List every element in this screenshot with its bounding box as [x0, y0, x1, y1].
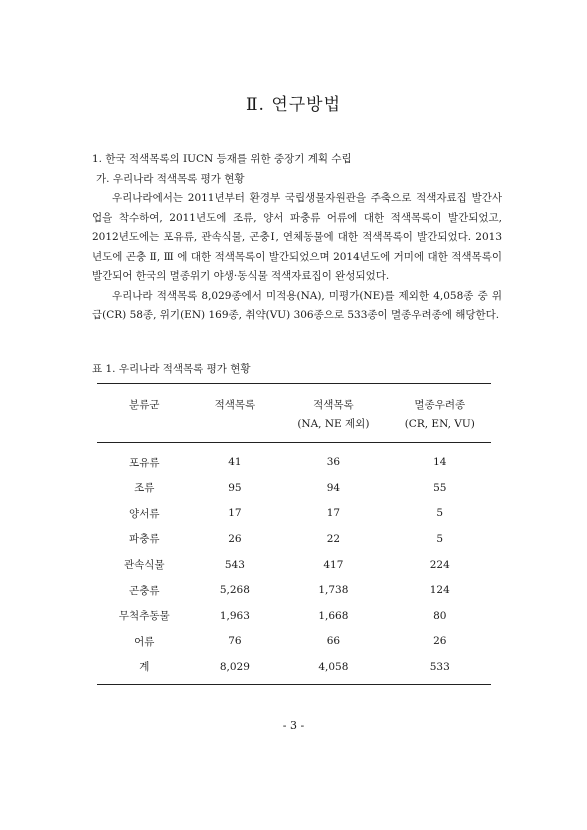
table-row [97, 443, 491, 476]
table-row [97, 577, 491, 603]
cell-threatened: 80 [433, 609, 447, 622]
cell-group: 조류 [134, 482, 155, 495]
cell-excl: 22 [326, 532, 341, 545]
header-threatened-line1: 멸종우려종 [414, 399, 466, 411]
cell-group: 포유류 [129, 456, 160, 469]
cell-threatened: 224 [429, 558, 450, 571]
table-row [97, 526, 491, 552]
header-redlist-label: 적색목록 [214, 399, 256, 411]
cell-group: 계 [97, 654, 192, 684]
table-header [97, 384, 491, 443]
table-row [97, 552, 491, 578]
section-body [92, 150, 502, 326]
cell-group: 파충류 [129, 533, 160, 546]
table-header-row [97, 384, 491, 443]
cell-group: 무척추동물 [118, 610, 170, 623]
page-number: - 3 - [282, 719, 305, 732]
table-row [97, 603, 491, 629]
header-group-label: 분류군 [129, 399, 160, 411]
cell-group: 양서류 [129, 507, 160, 520]
cell-group: 곤충류 [129, 584, 160, 597]
cell-redlist: 41 [228, 456, 242, 468]
header-redlist [192, 384, 279, 443]
body-paragraph-2: 우리나라 적색목록 8,029종에서 미적용(NA), 미평가(NE)를 제외한 4,058종 중 위급(CR) 58종, 위기(EN) 169종, 취약(VU) 306종으로 533종이 멸종우려종에 해당한다. [92, 289, 502, 321]
subsection-heading: 가. 우리나라 적색목록 평가 현황 [96, 172, 245, 185]
cell-redlist: 17 [228, 507, 242, 520]
table-caption: 표 1. 우리나라 적색목록 평가 현황 [92, 363, 251, 375]
section-heading: 1. 한국 적색목록의 IUCN 등재를 위한 중장기 계획 수립 [92, 153, 352, 165]
cell-redlist: 76 [228, 635, 242, 648]
table-row [97, 629, 491, 655]
header-threatened-line2: (CR, EN, VU) [404, 418, 475, 430]
cell-redlist: 5,268 [219, 584, 250, 597]
cell-threatened: 5 [436, 532, 444, 545]
redlist-table [97, 383, 491, 685]
cell-redlist: 543 [224, 558, 245, 571]
cell-redlist: 1,963 [219, 609, 250, 622]
cell-excl: 1,738 [318, 584, 349, 597]
table-row [97, 501, 491, 527]
cell-threatened: 55 [433, 481, 447, 494]
cell-excl: 4,058 [278, 654, 388, 684]
cell-group: 관속식물 [123, 559, 165, 572]
header-excl-line1: 적색목록 [313, 399, 354, 411]
table-row-total [97, 654, 491, 684]
header-group [97, 384, 192, 443]
body-paragraph-1: 우리나라에서는 2011년부터 환경부 국립생물자원관을 주축으로 적색자료집 발간사업을 착수하여, 2011년도에 조류, 양서 파충류 어류에 대한 적색목록이 발간되었고, 2012년도에는 포유류, 관속식물, 곤충Ⅰ, 연체동물에 대한 적색목록이 발간되었다. 2013년도에 곤충 Ⅱ, Ⅲ 에 대한 적색목록이 발간되었으며 2014년도에 거미에 대한 적색목록이 발간되어 한국의 멸종위기 야생·동식물 적색자료집이 완성되었다. [92, 192, 502, 282]
header-excl-line2: (NA, NE 제외) [297, 418, 370, 430]
cell-group: 어류 [134, 635, 155, 648]
cell-redlist: 95 [228, 481, 242, 494]
chapter-title: Ⅱ. 연구방법 [245, 95, 342, 115]
cell-excl: 94 [326, 481, 341, 494]
cell-excl: 36 [326, 456, 341, 468]
cell-threatened: 124 [429, 584, 450, 597]
cell-excl: 1,668 [318, 609, 349, 622]
cell-redlist: 8,029 [192, 654, 279, 684]
table-row [97, 475, 491, 501]
cell-excl: 417 [323, 558, 344, 571]
cell-threatened: 14 [433, 456, 447, 468]
cell-redlist: 26 [228, 532, 242, 545]
cell-threatened: 5 [436, 507, 444, 520]
header-threatened [389, 384, 491, 443]
header-redlist-excl [278, 384, 388, 443]
cell-excl: 66 [326, 635, 341, 648]
cell-excl: 17 [326, 507, 341, 520]
table-body [97, 443, 491, 685]
cell-threatened: 533 [389, 654, 491, 684]
cell-threatened: 26 [433, 635, 447, 648]
